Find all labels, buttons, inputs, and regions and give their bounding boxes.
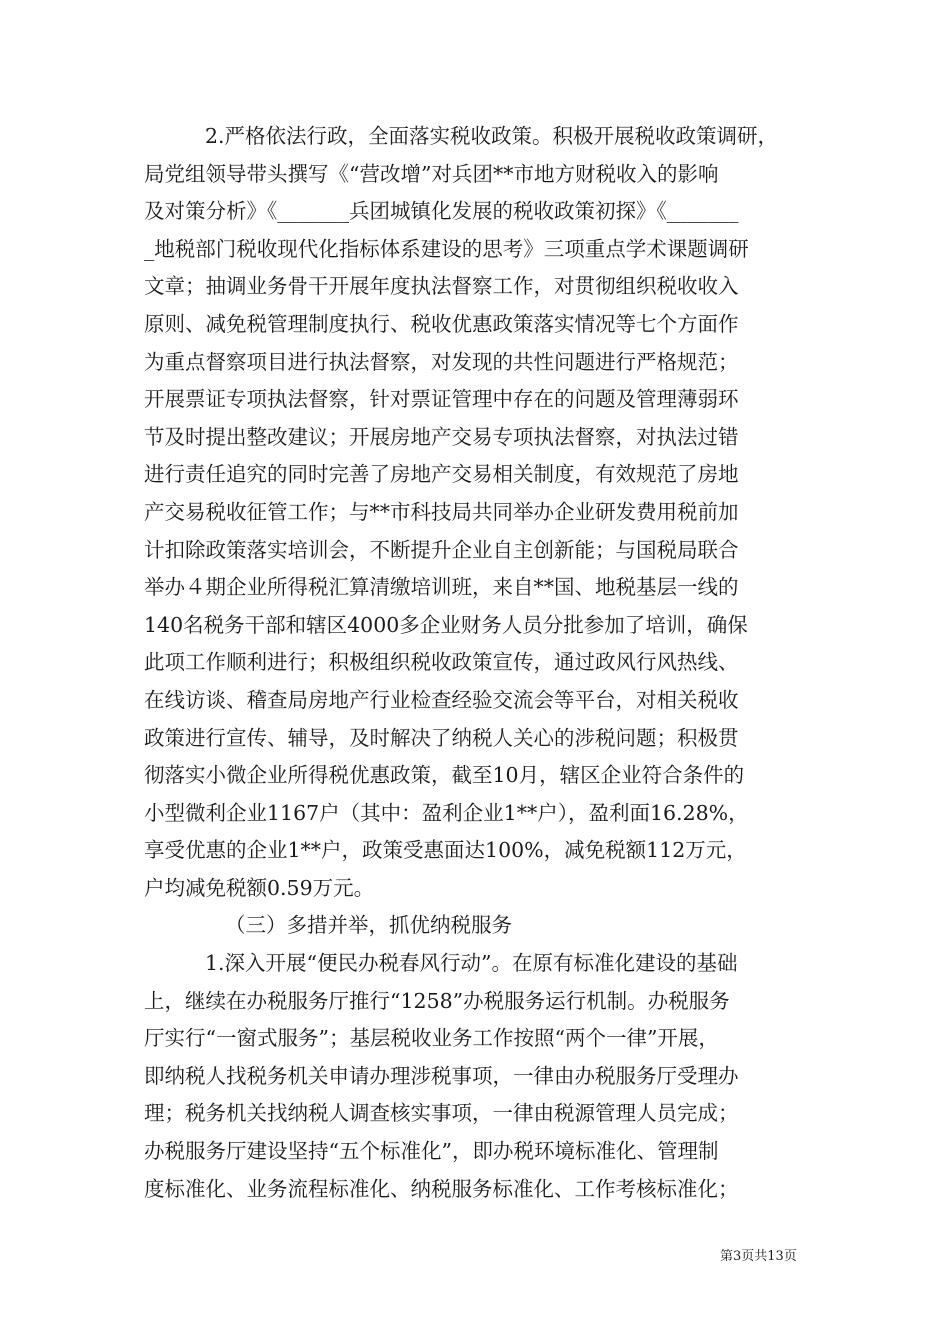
paragraph-line: 1.深入开展“便民办税春风行动”。在原有标准化建设的基础 [205, 951, 738, 976]
paragraph-line: 理；税务机关找纳税人调查核实事项，一律由税源管理人员完成； [144, 1101, 739, 1126]
paragraph-line: _地税部门税收现代化指标体系建设的思考》三项重点学术课题调研 [144, 236, 749, 261]
paragraph-line: 及对策分析》《_______兵团城镇化发展的税收政策初探》《_______ [144, 199, 739, 224]
body-text [144, 118, 814, 1208]
paragraph-line: 户均减免税额0.59万元。 [144, 875, 375, 900]
paragraph-line: 140名税务干部和辖区4000多企业财务人员分批参加了培训，确保 [144, 612, 748, 637]
paragraph-line: 进行责任追究的同时完善了房地产交易相关制度，有效规范了房地 [144, 462, 739, 487]
paragraph-line: 即纳税人找税务机关申请办理涉税事项，一律由办税服务厅受理办 [144, 1063, 739, 1088]
paragraph-line: 局党组领导带头撰写《“营改增”对兵团**市地方财税收入的影响 [144, 161, 719, 186]
paragraph-line: 2.严格依法行政，全面落实税收政策。积极开展税收政策调研， [205, 124, 779, 148]
paragraph-line: 享受优惠的企业1**户，政策受惠面达100%，减免税额112万元， [144, 838, 747, 863]
paragraph-line: 节及时提出整改建议；开展房地产交易专项执法督察，对执法过错 [144, 424, 739, 449]
paragraph-line: 彻落实小微企业所得税优惠政策，截至10月，辖区企业符合条件的 [144, 763, 745, 788]
page-number-footer: 第3页共13页 [720, 1249, 797, 1264]
paragraph-line: 产交易税收征管工作；与**市科技局共同举办企业研发费用税前加 [144, 499, 739, 524]
paragraph-line: 度标准化、业务流程标准化、纳税服务标准化、工作考核标准化； [144, 1176, 739, 1201]
paragraph-line: 此项工作顺利进行；积极组织税收政策宣传，通过政风行风热线、 [144, 650, 739, 675]
paragraph-line: 举办４期企业所得税汇算清缴培训班，来自**国、地税基层一线的 [144, 575, 739, 600]
paragraph-line: 开展票证专项执法督察，针对票证管理中存在的问题及管理薄弱环 [144, 387, 739, 412]
paragraph-line: 为重点督察项目进行执法督察，对发现的共性问题进行严格规范； [144, 349, 739, 374]
paragraph-line: 计扣除政策落实培训会，不断提升企业自主创新能；与国税局联合 [144, 537, 739, 562]
paragraph-line: 办税服务厅建设坚持“五个标准化”，即办税环境标准化、管理制 [144, 1139, 719, 1164]
paragraph-line: 文章；抽调业务骨干开展年度执法督察工作，对贯彻组织税收收入 [144, 274, 739, 299]
paragraph-line: 上，继续在办税服务厅推行“1258”办税服务运行机制。办税服务 [144, 988, 730, 1013]
section-heading: （三）多措并举，抓优纳税服务 [225, 913, 512, 938]
paragraph-line: 小型微利企业1167户（其中：盈利企业1**户），盈利面16.28%， [144, 800, 749, 825]
paragraph-line: 原则、减免税管理制度执行、税收优惠政策落实情况等七个方面作 [144, 311, 739, 336]
paragraph-line: 政策进行宣传、辅导，及时解决了纳税人关心的涉税问题；积极贯 [144, 725, 739, 750]
paragraph-line: 在线访谈、稽查局房地产行业检查经验交流会等平台，对相关税收 [144, 687, 739, 712]
paragraph-line: 厅实行“一窗式服务”；基层税收业务工作按照“两个一律”开展， [144, 1026, 719, 1051]
